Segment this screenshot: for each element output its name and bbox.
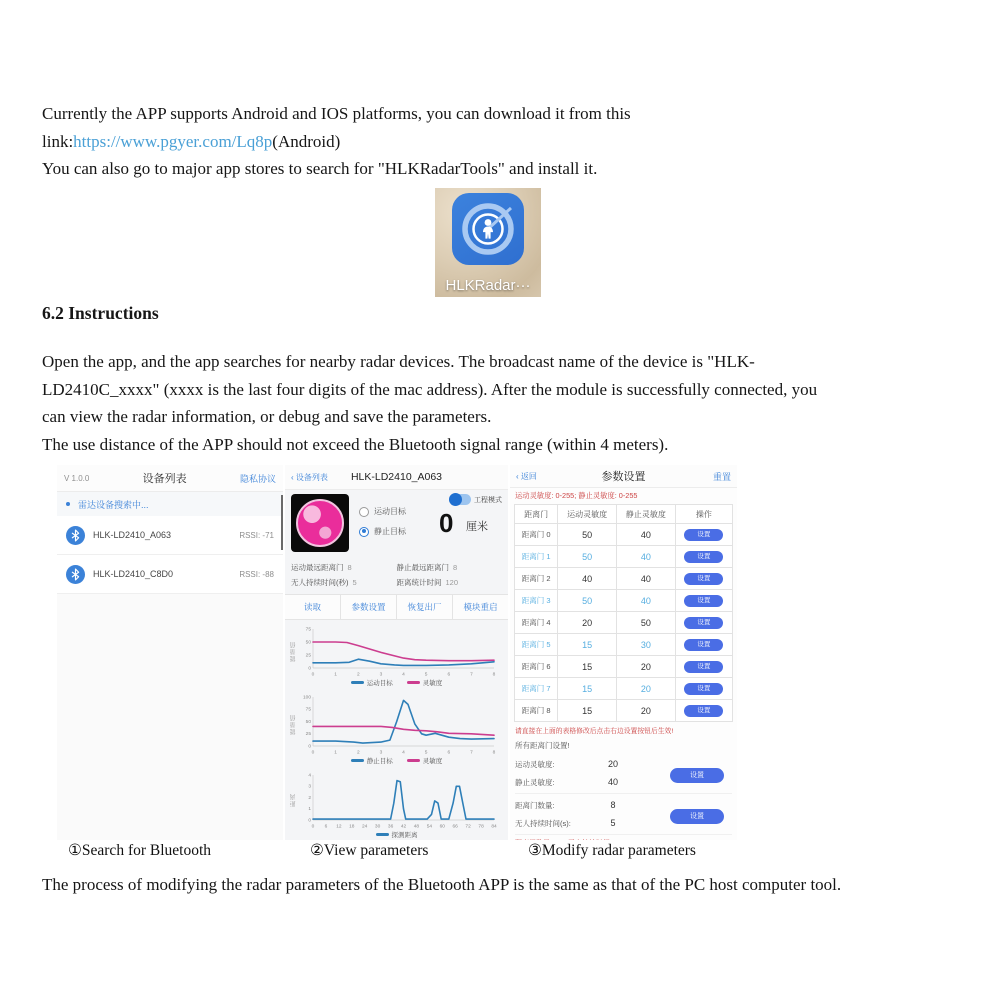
chart-legend bbox=[289, 677, 504, 688]
screenshot-view-parameters bbox=[285, 465, 508, 840]
svg-text:54: 54 bbox=[426, 824, 433, 829]
static-sensitivity-value: 40 bbox=[617, 546, 676, 568]
motion-sensitivity-value: 50 bbox=[558, 546, 617, 568]
gate-set-button[interactable]: 设置 bbox=[684, 595, 723, 608]
bulk-label: 静止灵敏度: bbox=[515, 777, 555, 787]
intro-line: You can also go to major app stores to search for "HLKRadarTools" and install it. bbox=[42, 159, 598, 178]
static-sensitivity-value: 40 bbox=[617, 524, 676, 546]
bulk-setting-row bbox=[515, 796, 662, 814]
svg-text:7: 7 bbox=[470, 750, 473, 755]
gate-label: 距离门 0 bbox=[515, 524, 558, 546]
static-sensitivity-value: 50 bbox=[617, 612, 676, 634]
intro-line: Currently the APP supports Android and IOS platforms, you can download it from this bbox=[42, 104, 631, 123]
module-restart-button[interactable]: 模块重启 bbox=[463, 602, 498, 612]
bulk-settings bbox=[515, 740, 732, 835]
svg-text:0: 0 bbox=[308, 818, 311, 824]
radio-unselected-icon bbox=[359, 507, 369, 517]
settings-topbar bbox=[510, 465, 737, 488]
svg-text:25: 25 bbox=[305, 653, 311, 659]
legend-item: 探测距离 bbox=[376, 830, 418, 839]
device-list bbox=[57, 516, 283, 594]
chart-svg bbox=[299, 625, 499, 677]
svg-text:3: 3 bbox=[308, 784, 311, 790]
svg-text:4: 4 bbox=[402, 672, 405, 677]
bulk-value[interactable]: 5 bbox=[610, 818, 616, 828]
gates-table-header: 距离门 运动灵敏度 静止灵敏度 操作 bbox=[515, 505, 733, 524]
screenshot-modify-parameters bbox=[510, 465, 737, 840]
distance-unit: 厘米 bbox=[466, 521, 488, 533]
parameter-fields: 运动最远距离门 8 静止最远距离门 8 无人持续时间(秒) 5 距离统计时间 120 bbox=[291, 563, 459, 587]
svg-text:6: 6 bbox=[447, 750, 451, 755]
device-list-item[interactable] bbox=[57, 555, 283, 594]
radar-target-blob bbox=[296, 499, 344, 547]
device-list-title: 设备列表 bbox=[142, 473, 187, 485]
gate-table-row bbox=[515, 546, 733, 568]
settings-title: 参数设置 bbox=[601, 471, 646, 483]
intro-paragraph bbox=[42, 100, 942, 183]
gate-set-button[interactable]: 设置 bbox=[684, 683, 723, 696]
caption-modify-parameters: ③Modify radar parameters bbox=[528, 842, 696, 859]
chart-detection-distance bbox=[289, 771, 504, 840]
distance-value: 0 bbox=[439, 508, 454, 538]
section-heading: 6.2 Instructions bbox=[42, 303, 159, 323]
motion-sensitivity-value: 20 bbox=[558, 612, 617, 634]
caption-view-parameters: ②View parameters bbox=[310, 842, 429, 859]
svg-text:4: 4 bbox=[402, 750, 405, 755]
static-sensitivity-value: 40 bbox=[617, 568, 676, 590]
instructions-paragraph: Open the app, and the app searches for nearby radar devices. The broadcast name of the device is "HLK- LD2410C_xxxx" (xxxx is the last four digits of the mac address). After the module is successfully connected, you can view the radar information, or debug and save the parameters. The use distance of the APP should not exceed the Bluetooth signal range (within 4 meters). bbox=[42, 352, 818, 454]
svg-text:2: 2 bbox=[356, 750, 360, 755]
motion-sensitivity-value: 15 bbox=[558, 700, 617, 722]
svg-text:50: 50 bbox=[305, 719, 311, 725]
svg-text:8: 8 bbox=[492, 672, 496, 677]
gate-table-row bbox=[515, 656, 733, 678]
all-gates-label: 所有距离门设置! bbox=[515, 741, 570, 750]
toggle-icon bbox=[449, 494, 471, 505]
svg-text:25: 25 bbox=[305, 732, 311, 738]
back-button[interactable]: ‹ 设备列表 bbox=[291, 472, 328, 482]
bulk-value[interactable]: 40 bbox=[607, 777, 618, 787]
app-icon-label: HLKRadar··· bbox=[445, 277, 531, 294]
legend-item: 灵敏度 bbox=[407, 678, 443, 687]
bulk-value[interactable]: 8 bbox=[610, 800, 616, 810]
intro-line: link:https://www.pgyer.com/Lq8p(Android) bbox=[42, 131, 341, 151]
scanning-status: 雷达设备搜索中... bbox=[57, 492, 283, 516]
legend-dash-icon bbox=[351, 759, 364, 762]
screenshots-row bbox=[57, 465, 737, 840]
gate-label: 距离门 8 bbox=[515, 700, 558, 722]
device-rssi: RSSI: -88 bbox=[239, 569, 274, 579]
svg-text:1: 1 bbox=[308, 807, 311, 813]
bulk-label: 运动灵敏度: bbox=[515, 759, 555, 769]
gate-label: 距离门 4 bbox=[515, 612, 558, 634]
sensitivity-range-note: 运动灵敏度: 0-255; 静止灵敏度: 0-255 bbox=[515, 491, 638, 500]
svg-text:1: 1 bbox=[334, 750, 337, 755]
svg-text:30: 30 bbox=[374, 824, 381, 829]
svg-text:3: 3 bbox=[379, 750, 383, 755]
legend-item: 灵敏度 bbox=[407, 756, 443, 765]
gate-label: 距离门 5 bbox=[515, 634, 558, 656]
hlkradar-app-icon bbox=[452, 193, 524, 265]
app-version: V 1.0.0 bbox=[64, 473, 90, 483]
screenshot-device-list bbox=[57, 465, 283, 840]
svg-text:60: 60 bbox=[439, 824, 445, 829]
gate-table-row bbox=[515, 700, 733, 722]
gate-set-button[interactable]: 设置 bbox=[684, 705, 723, 718]
chart-svg bbox=[299, 771, 499, 829]
motion-sensitivity-value: 15 bbox=[558, 634, 617, 656]
gate-table-row bbox=[515, 590, 733, 612]
svg-text:7: 7 bbox=[470, 672, 473, 677]
gate-table-row bbox=[515, 524, 733, 546]
radar-section bbox=[291, 494, 502, 560]
svg-text:0: 0 bbox=[311, 672, 315, 677]
svg-text:1: 1 bbox=[334, 672, 337, 677]
gate-label: 距离门 1 bbox=[515, 546, 558, 568]
svg-text:24: 24 bbox=[362, 824, 368, 829]
privacy-link[interactable]: 隐私协议 bbox=[239, 473, 276, 484]
reset-button[interactable]: 重置 bbox=[712, 471, 731, 482]
gate-table-row bbox=[515, 678, 733, 700]
legend-item: 静止目标 bbox=[351, 756, 393, 765]
svg-text:0: 0 bbox=[311, 750, 315, 755]
target-radio-group bbox=[359, 506, 406, 546]
radio-static-target[interactable]: 静止目标 bbox=[359, 526, 406, 537]
radar-person-icon bbox=[459, 200, 517, 258]
svg-text:42: 42 bbox=[400, 824, 407, 829]
radar-display bbox=[291, 494, 349, 552]
svg-text:5: 5 bbox=[424, 672, 428, 677]
chart-ylabel: 距离 bbox=[291, 793, 297, 807]
gate-table-row bbox=[515, 634, 733, 656]
gate-set-button[interactable]: 设置 bbox=[684, 529, 723, 542]
bluetooth-icon bbox=[66, 565, 85, 584]
param-settings-button[interactable]: 参数设置 bbox=[341, 595, 397, 619]
bulk-label: 无人持续时间(s): bbox=[515, 818, 571, 828]
device-list-topbar bbox=[57, 465, 283, 492]
bulk-set-button[interactable]: 设置 bbox=[670, 809, 724, 824]
radio-selected-icon bbox=[359, 527, 369, 537]
scanning-dot-icon bbox=[66, 502, 70, 506]
legend-dash-icon bbox=[351, 681, 364, 684]
bulk-setting-group bbox=[515, 794, 732, 835]
gate-set-button[interactable]: 设置 bbox=[684, 617, 723, 630]
chart-legend bbox=[289, 755, 504, 766]
motion-sensitivity-value: 40 bbox=[558, 568, 617, 590]
bulk-set-button[interactable]: 设置 bbox=[670, 768, 724, 783]
back-button[interactable]: ‹ 返回 bbox=[516, 471, 537, 481]
svg-text:66: 66 bbox=[452, 824, 458, 829]
svg-text:0: 0 bbox=[308, 666, 311, 672]
gate-set-button[interactable]: 设置 bbox=[684, 573, 723, 586]
static-sensitivity-value: 20 bbox=[617, 700, 676, 722]
bulk-setting-row bbox=[515, 773, 662, 791]
svg-text:6: 6 bbox=[324, 824, 328, 829]
factory-reset-button[interactable]: 恢复出厂 bbox=[397, 595, 453, 619]
svg-text:75: 75 bbox=[305, 707, 311, 713]
legend-dash-icon bbox=[407, 681, 420, 684]
svg-text:12: 12 bbox=[336, 824, 342, 829]
bluetooth-icon bbox=[66, 526, 85, 545]
bulk-setting-row bbox=[515, 755, 662, 773]
chart-static-energy bbox=[289, 693, 504, 766]
svg-text:4: 4 bbox=[308, 773, 311, 779]
svg-text:100: 100 bbox=[302, 695, 311, 701]
legend-dash-icon bbox=[376, 833, 389, 836]
radio-motion-target[interactable]: 运动目标 bbox=[359, 506, 406, 517]
svg-text:78: 78 bbox=[478, 824, 484, 829]
svg-text:0: 0 bbox=[311, 824, 315, 829]
caption-search-bluetooth: ①Search for Bluetooth bbox=[68, 842, 212, 859]
motion-sensitivity-value: 15 bbox=[558, 678, 617, 700]
apply-note: 请直接在上面的表格修改后点击右边设置按钮后生效! bbox=[515, 728, 674, 735]
gate-set-button[interactable]: 设置 bbox=[684, 551, 723, 564]
gate-table-row bbox=[515, 612, 733, 634]
svg-text:72: 72 bbox=[465, 824, 471, 829]
svg-text:48: 48 bbox=[413, 824, 420, 829]
static-sensitivity-value: 40 bbox=[617, 590, 676, 612]
gate-set-button[interactable]: 设置 bbox=[684, 661, 723, 674]
bulk-value[interactable]: 20 bbox=[607, 759, 618, 769]
static-sensitivity-value: 30 bbox=[617, 634, 676, 656]
gate-label: 距离门 2 bbox=[515, 568, 558, 590]
svg-text:5: 5 bbox=[424, 750, 428, 755]
read-button[interactable]: 读取 bbox=[285, 595, 341, 619]
gate-label: 距离门 7 bbox=[515, 678, 558, 700]
svg-text:75: 75 bbox=[305, 627, 311, 633]
chart-ylabel: 能量值 bbox=[291, 640, 297, 662]
engineering-mode-toggle[interactable]: 工程模式 bbox=[449, 494, 502, 505]
scrollbar[interactable] bbox=[281, 495, 283, 550]
gate-set-button[interactable]: 设置 bbox=[684, 639, 723, 652]
motion-sensitivity-value: 50 bbox=[558, 590, 617, 612]
bulk-setting-row bbox=[515, 814, 662, 832]
chart-motion-energy bbox=[289, 625, 504, 688]
svg-text:18: 18 bbox=[349, 824, 355, 829]
svg-text:84: 84 bbox=[491, 824, 497, 829]
closing-paragraph: The process of modifying the radar parameters of the Bluetooth APP is the same as that of the PC host computer tool. bbox=[42, 875, 842, 894]
device-list-item[interactable] bbox=[57, 516, 283, 555]
gate-table-row bbox=[515, 568, 733, 590]
gate-label: 距离门 6 bbox=[515, 656, 558, 678]
svg-text:36: 36 bbox=[387, 824, 394, 829]
chart-legend bbox=[289, 829, 504, 840]
parameters-topbar bbox=[285, 465, 508, 490]
download-link[interactable]: https://www.pgyer.com/Lq8p bbox=[73, 131, 273, 151]
legend-item: 运动目标 bbox=[351, 678, 393, 687]
motion-sensitivity-value: 15 bbox=[558, 656, 617, 678]
svg-text:0: 0 bbox=[308, 744, 311, 750]
svg-text:2: 2 bbox=[308, 795, 311, 801]
gates-table bbox=[514, 504, 733, 722]
svg-text:6: 6 bbox=[447, 672, 451, 677]
bulk-label: 距离门数量: bbox=[515, 800, 555, 810]
svg-text:50: 50 bbox=[305, 640, 311, 646]
svg-text:8: 8 bbox=[492, 750, 496, 755]
chart-ylabel: 能量值 bbox=[291, 713, 297, 735]
gate-label: 距离门 3 bbox=[515, 590, 558, 612]
legend-dash-icon bbox=[407, 759, 420, 762]
motion-sensitivity-value: 50 bbox=[558, 524, 617, 546]
chart-svg bbox=[299, 693, 499, 755]
static-sensitivity-value: 20 bbox=[617, 678, 676, 700]
svg-text:2: 2 bbox=[356, 672, 360, 677]
range-note-bottom bbox=[510, 835, 737, 840]
action-buttons-row bbox=[285, 594, 508, 620]
svg-text:3: 3 bbox=[379, 672, 383, 677]
bulk-setting-group bbox=[515, 753, 732, 794]
device-name: HLK-LD2410_C8D0 bbox=[93, 569, 174, 579]
app-icon-screenshot bbox=[435, 188, 541, 297]
device-name: HLK-LD2410_A063 bbox=[93, 530, 172, 540]
device-rssi: RSSI: -71 bbox=[239, 530, 274, 540]
static-sensitivity-value: 20 bbox=[617, 656, 676, 678]
device-title: HLK-LD2410_A063 bbox=[350, 471, 443, 483]
